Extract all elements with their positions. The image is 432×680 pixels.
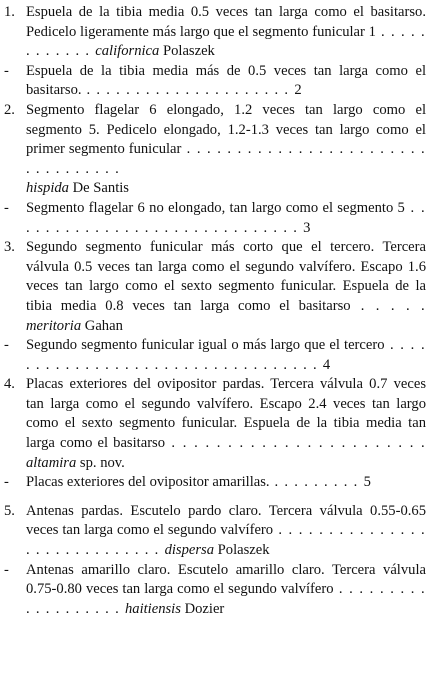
- couplet-marker: -: [4, 199, 9, 216]
- key-result: [95, 43, 215, 59]
- couplet-description: [26, 473, 426, 493]
- species-author: sp. nov.: [76, 454, 125, 471]
- species-author: Dozier: [180, 600, 225, 617]
- leader-dots: . . . . . . . . . . . . . . . . . . . . . . .: [165, 435, 426, 452]
- couplet-description: [26, 3, 426, 62]
- key-couplet-1b: [2, 62, 426, 101]
- next-couplet-number: 5: [363, 474, 371, 491]
- leader-dots: . . . . . . . . . . . . . . . . . . .: [26, 581, 426, 617]
- species-name: californica: [95, 43, 160, 60]
- couplet-marker: 3.: [4, 239, 15, 256]
- description-text: Espuela de la tibia media más de 0.5 veces tan larga como el basitarso.: [26, 62, 426, 99]
- key-couplet-4a: [2, 375, 426, 473]
- key-couplet-3b: [2, 336, 426, 375]
- couplet-description: [26, 375, 426, 473]
- key-couplet-5a: [2, 502, 426, 561]
- key-result: [165, 542, 270, 558]
- species-author: Polaszek: [159, 43, 215, 60]
- couplet-marker: -: [4, 337, 9, 354]
- couplet-marker: 1.: [4, 4, 15, 20]
- key-couplet-1a: [2, 3, 426, 62]
- description-text: Placas exteriores del ovipositor amarillas.: [26, 474, 270, 491]
- leader-dots: . . . . . . . . .: [269, 474, 364, 491]
- leader-dots: . . . . . . . . . . . .: [26, 23, 426, 60]
- description-text: Segundo segmento funicular más corto que el tercero. Tercera válvula 0.5 veces tan larga como el segundo valvífero. Escapo 1.6 veces tan largo como el sexto segmento funicular. Espuela de la tibia media 0.8 veces tan larga como el basitarso: [26, 239, 426, 314]
- species-name: hispida: [26, 180, 69, 197]
- couplet-description: [26, 336, 426, 375]
- species-author: De Santis: [68, 180, 129, 197]
- description-text: Antenas pardas. Escutelo pardo claro. Tercera válvula 0.55-0.65 veces tan larga como el segundo valvífero: [26, 502, 426, 539]
- key-couplet-4b: [2, 473, 426, 493]
- leader-dots: . . . . . . . . . . . . . . . . . . . . . . . . . . . . . .: [26, 199, 426, 236]
- leader-dots: . . . . .: [350, 297, 426, 314]
- species-author: Polaszek: [214, 542, 270, 559]
- key-result: [26, 318, 123, 334]
- description-text: Placas exteriores del ovipositor pardas. Tercera válvula 0.7 veces tan larga como el segundo valvífero. Escapo 2.4 veces tan largo como el sexto segmento funicular. Espuela de la tibia media tan larga como el basitarso: [26, 376, 426, 452]
- couplet-marker: -: [4, 474, 9, 491]
- leader-dots: . . . . . . . . . . . . . . . . . . . . . . . . . . . . . . . . . .: [26, 337, 426, 373]
- species-name: haitiensis: [124, 600, 181, 617]
- next-couplet-number: 2: [294, 82, 302, 99]
- couplet-description: [26, 502, 426, 561]
- key-couplet-2b: [2, 199, 426, 238]
- couplet-description: [26, 238, 426, 336]
- species-author: Gahan: [81, 317, 123, 334]
- species-name: meritoria: [26, 317, 82, 334]
- key-result: [26, 455, 125, 471]
- species-name: altamira: [26, 454, 77, 471]
- couplet-marker: 2.: [4, 101, 15, 118]
- next-couplet-number: 4: [322, 356, 331, 373]
- couplet-description: [26, 62, 426, 101]
- leader-dots: . . . . . . . . . . . . . . . . . . . . . . . . . . . . .: [26, 522, 426, 559]
- description-text: Segundo segmento funicular igual o más largo que el tercero: [26, 337, 385, 354]
- next-couplet-number: 3: [303, 219, 311, 236]
- key-couplet-5b: [2, 561, 426, 620]
- description-text: Segmento flagelar 6 no elongado, tan largo como el segmento 5: [26, 199, 405, 216]
- couplet-marker: -: [4, 561, 9, 578]
- key-result: [125, 601, 224, 617]
- couplet-description: [26, 101, 426, 199]
- couplet-marker: -: [4, 62, 9, 79]
- key-result: [26, 179, 426, 199]
- species-name: dispersa: [164, 542, 215, 559]
- key-couplet-3a: [2, 238, 426, 336]
- description-text: Espuela de la tibia media 0.5 veces tan larga como el basitarso. Pedicelo ligeramente más largo que el segmento funicular 1: [26, 4, 426, 40]
- couplet-description: [26, 199, 426, 238]
- key-couplet-2a: [2, 101, 426, 199]
- description-text: Segmento flagelar 6 elongado, 1.2 veces tan largo como el segmento 5. Pedicelo elongado, 1.2-1.3 veces tan largo como el primer segmento funicular: [26, 101, 426, 158]
- couplet-marker: 4.: [4, 376, 15, 393]
- couplet-description: [26, 561, 426, 620]
- leader-dots: . . . . . . . . . . . . . . . . . . . . . . . . . . . . . . . . . .: [26, 141, 426, 177]
- description-text: Antenas amarillo claro. Escutelo amarillo claro. Tercera válvula 0.75-0.80 veces tan larga como el segundo valvífero: [26, 561, 426, 598]
- couplet-marker: 5.: [4, 502, 15, 519]
- leader-dots: . . . . . . . . . . . . . . . . . . . . .: [81, 82, 295, 99]
